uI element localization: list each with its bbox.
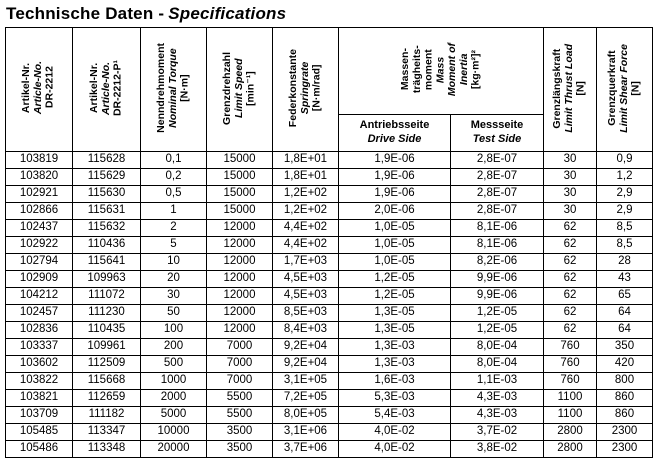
- page-title: [6, 4, 653, 24]
- cell-limit-speed: 7000: [207, 356, 273, 373]
- header-text-unit: [N·m/rad]: [310, 64, 323, 112]
- cell-nominal-torque: 500: [141, 356, 207, 373]
- table-row: [6, 288, 653, 305]
- cell-limit-speed: 7000: [207, 339, 273, 356]
- cell-article-no-dr2212p: 113348: [73, 441, 141, 458]
- cell-inertia-drive-side: 5,4E-03: [339, 407, 451, 424]
- cell-springrate: 4,4E+02: [273, 220, 339, 237]
- table-row: [6, 322, 653, 339]
- cell-limit-speed: 5500: [207, 407, 273, 424]
- header-text-en: Springrate: [298, 61, 311, 115]
- header-limit-speed-label: [222, 50, 257, 127]
- cell-nominal-torque: 5: [141, 237, 207, 254]
- cell-inertia-drive-side: 1,2E-05: [339, 288, 451, 305]
- header-springrate: [273, 28, 339, 152]
- header-drive-side-de: Antriebsseite: [359, 119, 430, 132]
- cell-limit-thrust-load: 760: [544, 339, 597, 356]
- cell-inertia-test-side: 2,8E-07: [451, 152, 544, 169]
- table-row: [6, 373, 653, 390]
- header-text-en: Article-No.: [32, 61, 45, 115]
- cell-limit-thrust-load: 62: [544, 322, 597, 339]
- cell-article-no-dr2212p: 115629: [73, 169, 141, 186]
- cell-limit-shear-force: 2300: [597, 424, 653, 441]
- cell-inertia-drive-side: 1,3E-03: [339, 339, 451, 356]
- header-text-de: Massen-: [398, 48, 411, 91]
- header-article-no-dr2212p: [73, 28, 141, 152]
- table-row: [6, 305, 653, 322]
- cell-springrate: 4,4E+02: [273, 237, 339, 254]
- cell-nominal-torque: 0,1: [141, 152, 207, 169]
- cell-article-no-dr2212: 102922: [6, 237, 73, 254]
- cell-article-no-dr2212: 105485: [6, 424, 73, 441]
- header-text-en: Limit Speed: [232, 58, 245, 118]
- cell-inertia-test-side: 8,1E-06: [451, 237, 544, 254]
- cell-inertia-test-side: 8,0E-04: [451, 356, 544, 373]
- cell-nominal-torque: 20: [141, 271, 207, 288]
- header-text-unit: [N]: [574, 80, 587, 96]
- cell-nominal-torque: 10: [141, 254, 207, 271]
- cell-limit-thrust-load: 760: [544, 356, 597, 373]
- cell-limit-thrust-load: 30: [544, 152, 597, 169]
- cell-nominal-torque: 5000: [141, 407, 207, 424]
- table-row: [6, 220, 653, 237]
- table-row: [6, 424, 653, 441]
- cell-article-no-dr2212p: 109963: [73, 271, 141, 288]
- cell-article-no-dr2212: 103821: [6, 390, 73, 407]
- cell-springrate: 9,2E+04: [273, 356, 339, 373]
- page-title-en: Specifications: [168, 4, 287, 23]
- table-row: [6, 186, 653, 203]
- cell-limit-speed: 3500: [207, 441, 273, 458]
- cell-limit-shear-force: 64: [597, 322, 653, 339]
- cell-limit-shear-force: 28: [597, 254, 653, 271]
- cell-article-no-dr2212p: 112509: [73, 356, 141, 373]
- table-row: [6, 254, 653, 271]
- table-row: [6, 203, 653, 220]
- cell-inertia-drive-side: 1,0E-05: [339, 237, 451, 254]
- cell-article-no-dr2212p: 109961: [73, 339, 141, 356]
- cell-inertia-test-side: 1,1E-03: [451, 373, 544, 390]
- header-text-de: trägheits-: [410, 45, 423, 94]
- header-limit-shear-force-label: [607, 42, 642, 135]
- cell-limit-shear-force: 800: [597, 373, 653, 390]
- header-mass-moment-of-inertia: [339, 28, 544, 115]
- header-text-model: DR-2212-P¹: [111, 59, 124, 117]
- table-row: [6, 390, 653, 407]
- header-text-unit: [N·m]: [178, 74, 191, 102]
- cell-article-no-dr2212: 102921: [6, 186, 73, 203]
- cell-inertia-drive-side: 1,3E-05: [339, 305, 451, 322]
- cell-inertia-test-side: 8,2E-06: [451, 254, 544, 271]
- cell-limit-thrust-load: 30: [544, 203, 597, 220]
- header-test-side-de: Messseite: [470, 119, 524, 132]
- cell-nominal-torque: 30: [141, 288, 207, 305]
- header-text-de: Grenzdrehzahl: [220, 51, 233, 125]
- cell-limit-shear-force: 65: [597, 288, 653, 305]
- cell-limit-thrust-load: 2800: [544, 441, 597, 458]
- cell-limit-speed: 12000: [207, 220, 273, 237]
- cell-limit-speed: 15000: [207, 203, 273, 220]
- cell-limit-speed: 12000: [207, 237, 273, 254]
- cell-inertia-drive-side: 1,9E-06: [339, 169, 451, 186]
- table-header: [6, 28, 653, 152]
- table-row: [6, 271, 653, 288]
- table-body: [6, 152, 653, 458]
- cell-article-no-dr2212p: 115641: [73, 254, 141, 271]
- cell-limit-thrust-load: 30: [544, 169, 597, 186]
- cell-article-no-dr2212p: 115631: [73, 203, 141, 220]
- header-text-de: moment: [422, 49, 435, 90]
- cell-article-no-dr2212p: 115632: [73, 220, 141, 237]
- cell-limit-speed: 12000: [207, 322, 273, 339]
- header-drive-side-en: Drive Side: [367, 133, 422, 145]
- cell-limit-shear-force: 860: [597, 390, 653, 407]
- header-text-de: Grenzquerkraft: [605, 50, 618, 126]
- cell-inertia-test-side: 3,7E-02: [451, 424, 544, 441]
- cell-inertia-drive-side: 4,0E-02: [339, 441, 451, 458]
- cell-article-no-dr2212: 102866: [6, 203, 73, 220]
- cell-inertia-drive-side: 1,9E-06: [339, 152, 451, 169]
- cell-limit-speed: 15000: [207, 152, 273, 169]
- cell-nominal-torque: 2: [141, 220, 207, 237]
- cell-limit-speed: 7000: [207, 373, 273, 390]
- cell-springrate: 1,2E+02: [273, 186, 339, 203]
- cell-article-no-dr2212: 102437: [6, 220, 73, 237]
- cell-springrate: 3,7E+06: [273, 441, 339, 458]
- cell-limit-speed: 15000: [207, 186, 273, 203]
- cell-springrate: 8,5E+03: [273, 305, 339, 322]
- cell-inertia-test-side: 8,0E-04: [451, 339, 544, 356]
- cell-limit-thrust-load: 62: [544, 271, 597, 288]
- cell-limit-thrust-load: 62: [544, 288, 597, 305]
- cell-limit-speed: 5500: [207, 390, 273, 407]
- header-text-en: Limit Shear Force: [617, 43, 630, 133]
- cell-springrate: 4,5E+03: [273, 271, 339, 288]
- cell-inertia-test-side: 2,8E-07: [451, 203, 544, 220]
- cell-limit-shear-force: 8,5: [597, 220, 653, 237]
- cell-springrate: 1,8E+01: [273, 169, 339, 186]
- header-text-en: Limit Thrust Load: [563, 43, 576, 133]
- cell-limit-shear-force: 350: [597, 339, 653, 356]
- cell-article-no-dr2212: 102836: [6, 322, 73, 339]
- cell-limit-thrust-load: 62: [544, 220, 597, 237]
- cell-limit-thrust-load: 62: [544, 237, 597, 254]
- cell-limit-shear-force: 8,5: [597, 237, 653, 254]
- header-drive-side: [339, 115, 451, 152]
- table-row: [6, 407, 653, 424]
- cell-nominal-torque: 2000: [141, 390, 207, 407]
- cell-inertia-drive-side: 1,0E-05: [339, 220, 451, 237]
- table-row: [6, 441, 653, 458]
- cell-article-no-dr2212: 103820: [6, 169, 73, 186]
- header-text-en: Inertia: [457, 53, 470, 86]
- header-text-de: Artikel-Nr.: [20, 62, 33, 114]
- cell-inertia-test-side: 1,2E-05: [451, 322, 544, 339]
- header-text-unit: [N]: [629, 80, 642, 96]
- cell-limit-thrust-load: 1100: [544, 390, 597, 407]
- header-limit-speed: [207, 28, 273, 152]
- cell-limit-shear-force: 0,9: [597, 152, 653, 169]
- header-text-de: Artikel-Nr.: [87, 62, 100, 114]
- cell-nominal-torque: 50: [141, 305, 207, 322]
- cell-springrate: 3,1E+05: [273, 373, 339, 390]
- cell-limit-speed: 12000: [207, 288, 273, 305]
- cell-article-no-dr2212: 102909: [6, 271, 73, 288]
- cell-limit-thrust-load: 62: [544, 305, 597, 322]
- cell-article-no-dr2212: 104212: [6, 288, 73, 305]
- cell-springrate: 4,5E+03: [273, 288, 339, 305]
- cell-springrate: 3,1E+06: [273, 424, 339, 441]
- cell-inertia-drive-side: 1,6E-03: [339, 373, 451, 390]
- cell-article-no-dr2212p: 110436: [73, 237, 141, 254]
- cell-inertia-drive-side: 1,2E-05: [339, 271, 451, 288]
- cell-article-no-dr2212p: 111182: [73, 407, 141, 424]
- cell-limit-shear-force: 2300: [597, 441, 653, 458]
- header-nominal-torque: [141, 28, 207, 152]
- cell-article-no-dr2212p: 111072: [73, 288, 141, 305]
- cell-nominal-torque: 0,2: [141, 169, 207, 186]
- header-text-de: Grenzlängskraft: [551, 48, 564, 128]
- cell-nominal-torque: 0,5: [141, 186, 207, 203]
- cell-inertia-drive-side: 4,0E-02: [339, 424, 451, 441]
- cell-limit-thrust-load: 2800: [544, 424, 597, 441]
- cell-inertia-drive-side: 1,3E-03: [339, 356, 451, 373]
- header-text-model: DR-2212: [43, 66, 56, 110]
- header-article-no-dr2212p-label: [89, 58, 124, 118]
- cell-inertia-test-side: 9,9E-06: [451, 288, 544, 305]
- cell-limit-shear-force: 1,2: [597, 169, 653, 186]
- cell-limit-thrust-load: 760: [544, 373, 597, 390]
- cell-nominal-torque: 1000: [141, 373, 207, 390]
- cell-limit-shear-force: 2,9: [597, 203, 653, 220]
- cell-springrate: 7,2E+05: [273, 390, 339, 407]
- cell-article-no-dr2212: 103709: [6, 407, 73, 424]
- cell-limit-shear-force: 64: [597, 305, 653, 322]
- cell-article-no-dr2212p: 113347: [73, 424, 141, 441]
- cell-article-no-dr2212p: 115630: [73, 186, 141, 203]
- header-text-en: Moment of: [445, 42, 458, 97]
- cell-inertia-test-side: 3,8E-02: [451, 441, 544, 458]
- cell-article-no-dr2212: 103602: [6, 356, 73, 373]
- cell-limit-speed: 12000: [207, 271, 273, 288]
- header-article-no-dr2212: [6, 28, 73, 152]
- cell-article-no-dr2212p: 111230: [73, 305, 141, 322]
- cell-nominal-torque: 200: [141, 339, 207, 356]
- cell-inertia-test-side: 9,9E-06: [451, 271, 544, 288]
- header-limit-thrust-load: [544, 28, 597, 152]
- cell-inertia-test-side: 8,1E-06: [451, 220, 544, 237]
- header-limit-shear-force: [597, 28, 653, 152]
- header-test-side-en: Test Side: [472, 133, 522, 145]
- cell-article-no-dr2212p: 115628: [73, 152, 141, 169]
- header-test-side: [451, 115, 544, 152]
- header-text-de: Federkonstante: [286, 48, 299, 128]
- table-row: [6, 152, 653, 169]
- cell-nominal-torque: 100: [141, 322, 207, 339]
- cell-inertia-test-side: 4,3E-03: [451, 407, 544, 424]
- cell-springrate: 8,0E+05: [273, 407, 339, 424]
- header-text-unit: [kg·m²]²: [469, 49, 482, 90]
- cell-springrate: 1,7E+03: [273, 254, 339, 271]
- header-text-unit: [min⁻¹]: [244, 70, 257, 106]
- cell-limit-thrust-load: 62: [544, 254, 597, 271]
- cell-article-no-dr2212: 103337: [6, 339, 73, 356]
- header-text-en: Article-No.: [99, 61, 112, 115]
- cell-limit-shear-force: 860: [597, 407, 653, 424]
- cell-inertia-drive-side: 2,0E-06: [339, 203, 451, 220]
- cell-limit-thrust-load: 30: [544, 186, 597, 203]
- cell-nominal-torque: 1: [141, 203, 207, 220]
- header-text-de: Nenndrehmoment: [154, 43, 167, 133]
- header-springrate-label: [288, 47, 323, 129]
- header-limit-thrust-load-label: [552, 42, 587, 135]
- cell-inertia-drive-side: 5,3E-03: [339, 390, 451, 407]
- table-row: [6, 169, 653, 186]
- cell-inertia-test-side: 2,8E-07: [451, 169, 544, 186]
- page-title-de: Technische Daten -: [6, 4, 165, 23]
- cell-inertia-drive-side: 1,0E-05: [339, 254, 451, 271]
- cell-inertia-test-side: 4,3E-03: [451, 390, 544, 407]
- cell-springrate: 1,2E+02: [273, 203, 339, 220]
- cell-inertia-drive-side: 1,9E-06: [339, 186, 451, 203]
- cell-article-no-dr2212: 102794: [6, 254, 73, 271]
- header-text-en: Mass: [434, 56, 447, 83]
- table-row: [6, 339, 653, 356]
- cell-article-no-dr2212p: 112659: [73, 390, 141, 407]
- cell-limit-thrust-load: 1100: [544, 407, 597, 424]
- cell-nominal-torque: 10000: [141, 424, 207, 441]
- table-row: [6, 356, 653, 373]
- cell-limit-shear-force: 43: [597, 271, 653, 288]
- cell-springrate: 8,4E+03: [273, 322, 339, 339]
- cell-article-no-dr2212: 103822: [6, 373, 73, 390]
- specifications-table: [5, 27, 653, 458]
- cell-springrate: 1,8E+01: [273, 152, 339, 169]
- cell-article-no-dr2212: 102457: [6, 305, 73, 322]
- header-article-no-dr2212-label: [21, 59, 56, 116]
- cell-article-no-dr2212p: 115668: [73, 373, 141, 390]
- header-mass-moment-of-inertia-label: [400, 41, 482, 98]
- cell-limit-shear-force: 420: [597, 356, 653, 373]
- cell-nominal-torque: 20000: [141, 441, 207, 458]
- cell-article-no-dr2212: 103819: [6, 152, 73, 169]
- cell-limit-speed: 12000: [207, 305, 273, 322]
- cell-inertia-drive-side: 1,3E-05: [339, 322, 451, 339]
- cell-limit-speed: 15000: [207, 169, 273, 186]
- header-nominal-torque-label: [156, 41, 191, 135]
- cell-article-no-dr2212: 105486: [6, 441, 73, 458]
- cell-inertia-test-side: 1,2E-05: [451, 305, 544, 322]
- cell-article-no-dr2212p: 110435: [73, 322, 141, 339]
- cell-inertia-test-side: 2,8E-07: [451, 186, 544, 203]
- cell-limit-speed: 3500: [207, 424, 273, 441]
- table-row: [6, 237, 653, 254]
- cell-springrate: 9,2E+04: [273, 339, 339, 356]
- cell-limit-speed: 12000: [207, 254, 273, 271]
- cell-limit-shear-force: 2,9: [597, 186, 653, 203]
- header-text-en: Nominal Torque: [166, 48, 179, 128]
